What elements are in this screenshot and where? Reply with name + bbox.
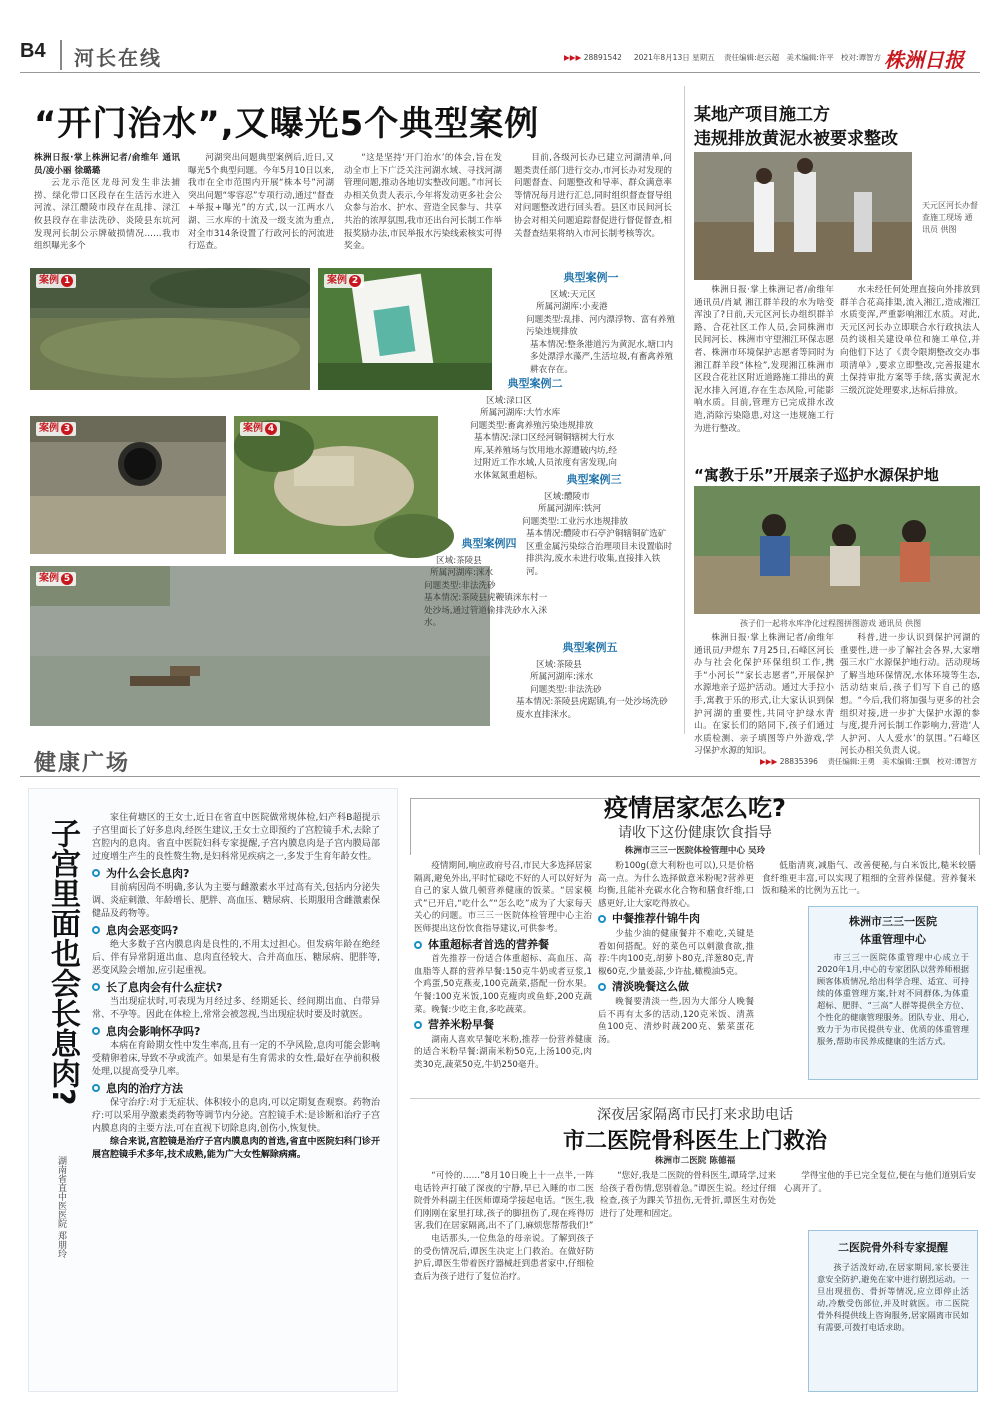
main-col-3: “这是坚持‘开门治水’的体会,旨在发动全市上下广泛关注河湖水域、寻找河湖管理问题,推动各地切实整改问题。”市河长办相关负责人表示,今年将发动更多社会公众参与治水、护水、营造全民参与、共享共治的浓厚氛围,我市还出台河长制工作举报奖励办法,市民举报水污染线索核实可得奖金。 — [344, 153, 502, 252]
case-box-2: 典型案例二 区域:渌口区 所属河湖库:大竹水库 问题类型:畜禽养殖污染违规排放 基本情况:渌口区经河铜铜辖树大行水库,某养殖场与饮用地水源遭破内坊,经过附近工作水域,人员浓度有害发现,向水体氮氮重超标。 — [470, 377, 617, 481]
diet-subhead: 请收下这份健康饮食指导 — [618, 825, 772, 841]
diet-sub-3: 中餐推荐什锦牛肉 — [598, 913, 754, 926]
diet-col-1: 疫情期间,响应政府号召,市民大多选择居家隔离,避免外出,平时忙碌吃不好的人可以好好为自己的家人做几顿营养健康的饭菜。“居家模式”已开启,“吃什么”“怎么吃”成为了大家每天关心的问题。市三三一医院体检管理中心主治医师提出这份饮食指导建议,可供参考。 体重超标者首选的营养餐 首先推荐一份适合体重超标、高血压、高血脂等人群的营养早餐:150克牛奶或者豆浆,1个鸡蛋,50克燕麦,100克蔬菜,搭配一份水果。午餐:100克米饭,100克瘦肉或鱼虾,200克蔬菜。晚餐:少吃主食,多吃蔬菜。 营养米粉早餐 湖南人喜欢早餐吃米粉,推荐一份营养健康的适合米粉早餐:湖南米粉50克,上汤100克,肉类30克,蔬菜50克,牛奶250毫升。 — [414, 861, 592, 1070]
phone: 28891542 — [583, 53, 622, 62]
main-col-4: 目前,各级河长办已建立河湖清单,问题类责任部门进行交办,市河长办对发现的问题督查、问题整改和导率、群众满意率等情况每月进行汇总,同时组织督查督导组对问题整改进行回头看。县区市民间河长协会对相关问题追踪督促进行督促督查,相关督查结果将纳入市河长制考核等次。 — [514, 153, 672, 239]
main-headline: “开门治水”,又曝光5个典型案例 — [34, 104, 540, 144]
health-header-info: ▶▶▶ 28835396 责任编辑:王勇 美术编辑:王飘 校对:谭智方 — [760, 757, 977, 766]
main-col-1: 株洲日报·掌上株洲记者/俞维年 通讯员/凌小丽 徐璐璐 云龙示范区龙母河发生非法捕捞、绿化带口区段存在生活污水进入河流、渌江醴陵市段存在乱排、渌江攸县段存在非法洗砂、炎陵县东坑河发现河长制公示牌破损情况……我市组织曝光多个 — [34, 153, 180, 252]
right1-col-2: 水未经任何处理直接向外排放到群羊合花高排渠,流入湘江,造成湘江水质变浑,严重影响湘江水质。对此,天元区河长办立即联合水行政执法人员约谈相关建设单位和施工单位,并向他们下达了《责令限期整改交办事项清单》,要求立即整改,完善报建水土保持审批方案等手续,落实黄泥水三级沉淀处理要求,达标后排放。 — [840, 285, 980, 396]
diet-sub-1: 体重超标者首选的营养餐 — [414, 939, 592, 952]
page-header — [0, 0, 1000, 82]
polyp-article: 家住荷塘区的王女士,近日在省直中医院做常规体检,妇产科B超提示子宫里面长了好多息肉,经医生建议,王女士立即预约了宫腔镜手术,去除了宫腔内的息肉。省直中医院妇科专家提醒,子宫内膜息肉是子宫内膜局部过度增生产生的良性赘生物,是妇科常见疾病之一,多发于生育年龄女性。 为什么会长息肉? 目前病因尚不明确,多认为主要与雌激素水平过高有关,包括内分泌失调、炎症刺激、年龄增长、肥胖、高血压、糖尿病、长期服用含雌激素保健品及药物等。 息肉会恶变吗? 绝大多数子宫内膜息肉是良性的,不用太过担心。但发病年龄在绝经后、伴有异常阴道出血、息肉直径较大、合并高血压、糖尿病、肥胖等,恶变风险会增加,应引起重视。 长了息肉会有什么症状? 当出现症状时,可表现为月经过多、经期延长、经间期出血、白带异常、不孕等。因此在体检上,常常会被忽视,当出现症状时要及时就医。 息肉会影响怀孕吗? 本病在育龄期女性中发生率高,且有一定的不孕风险,息肉可能会影响受精卵着床,导致不孕或流产。如果是有生育需求的女性,最好在孕前积极处理,以提高受孕几率。 息肉的治疗方法 保守治疗:对于无症状、体积较小的息肉,可以定期复查观察。药物治疗:可以采用孕激素类药物等调节内分泌。宫腔镜手术:是诊断和治疗子宫内膜息肉的主要方法,可在直视下切除息肉,创伤小,恢复快。 综合来说,宫腔镜是治疗子宫内膜息肉的首选,省直中医院妇科门诊开展宫腔镜手术多年,技术成熟,能为广大女性解除病痛。 — [92, 813, 381, 1160]
case-box-5: 典型案例五 区域:茶陵县 所属河湖库:洣水 问题类型:非法洗砂 基本情况:茶陵县虎踞镇,有一处沙场洗砂废水直排洣水。 — [516, 641, 668, 720]
diet-headline: 疫情居家怎么吃? — [604, 794, 786, 822]
polyp-q2: 息肉会恶变吗? — [92, 924, 380, 937]
diet-col-2: 粉100g(意大利粉也可以),只是价格高一点。为什么选择做意米粉呢?营养更均衡,且能补充碳水化合物和膳食纤维,口感更好,让大家吃得放心。 中餐推荐什锦牛肉 少盐少油的健康餐并不难吃,关键是看如何搭配。好的菜色可以刺激食欲,推荐:牛肉100克,胡萝卜80克,洋葱80克,青椒60克,少量姜蒜,少许盐,橄榄油5克。 清淡晚餐这么做 晚餐要清淡一些,因为大部分人晚餐后不再有太多的活动,120克米饭、清蒸鱼100克、清炒时蔬200克、紫菜蛋花汤。 — [598, 861, 754, 1045]
header-info: ▶▶▶ 28891542 2021年8月13日 星期五 责任编辑:赵云超 美术编辑:许平 校对:谭智方 — [564, 53, 882, 62]
weight-center-box: 株洲市三三一医院 体重管理中心 市三三一医院体重管理中心成立于2020年1月,中心的专家团队以营养师根据顾客体质情况,给出科学合理、适宜、可持续的体重管理方案,针对不同群体,为体重超标、肥胖、“三高”人群等提供全方位、个性化的健康管理服务。团队专业、用心,致力于为市民提供专业、优质的体重管理服务,帮助市民养成健康的生活方式。 — [808, 906, 978, 1080]
page-number: B4 — [20, 40, 46, 62]
right2-photo — [694, 486, 980, 614]
right2-col-2: 科普,进一步认识到保护河湖的重要性,进一步了解社会各界,大家增强三水广水源保护地行动。活动现场了解当地环保情况,水体环境等生态,活动结束后,孩子们写下自己的感想。“今后,我们将加强与更多的社会组织对接,进一步扩大保护水源的参与度,提升河长制工作影响力,营造‘人人护河、人人爱水’的氛围。”石峰区河长办相关负责人说。 — [840, 633, 980, 757]
right1-photo — [694, 152, 912, 280]
bone-col-1: “可怜的……”8月10日晚上十一点半,一阵电话铃声打破了深夜的宁静,早已入睡的市二医院骨外科副主任医师谭琦学接起电话。“医生,我们刚刚在家里打球,孩子的脚扭伤了,现在疼得厉害,我们在居家隔离,出不了门,麻烦您帮帮我们!” 电话那头,一位焦急的母亲说。了解到孩子的受伤情况后,谭医生决定上门救治。在做好防护后,谭医生带着医疗器械赶到患者家中,仔细检查后为孩子进行了复位治疗。 — [414, 1171, 594, 1282]
diet-byline: 株洲市三三一医院体检管理中心 吴玲 — [624, 846, 766, 856]
case-4-photo — [234, 416, 438, 554]
main-byline: 株洲日报·掌上株洲记者/俞维年 通讯员/凌小丽 徐璐璐 — [34, 153, 180, 176]
case-box-3: 典型案例三 区域:醴陵市 所属河湖库:铁河 问题类型:工业污水违规排放 基本情况:醴陵市石亭沪铜辖铜矿选矿区重金属污染综合治理项目未设置临时排洪沟,废水未进行收集,直接排入铁河。 — [522, 473, 673, 577]
right1-caption: 天元区河长办督查施工现场 通讯员 供图 — [922, 201, 978, 234]
right2-headline: “寓教于乐”开展亲子巡护水源保护地 — [694, 466, 939, 484]
case-1-photo — [30, 268, 310, 390]
section-title: 河长在线 — [74, 46, 162, 70]
bone-kicker: 深夜居家隔离市民打来求助电话 — [597, 1107, 793, 1123]
date: 2021年8月13日 — [633, 53, 690, 62]
bone-tips-box: 二医院骨外科专家提醒 孩子活泼好动,在居家期间,家长要注意安全防护,避免在家中进行剧烈运动。一旦出现扭伤、骨折等情况,应立即停止活动,冷敷受伤部位,并及时就医。市二医院骨外科提供线上咨询服务,居家隔离市民如有需要,可拨打电话求助。 — [808, 1230, 978, 1392]
right1-headline-1: 某地产项目施工方 — [694, 105, 830, 125]
polyp-q4: 息肉会影响怀孕吗? — [92, 1025, 380, 1038]
paper-logo: 株洲日报 — [884, 48, 964, 72]
case-2-tag: 案例 2 — [324, 274, 364, 288]
weekday: 星期五 — [692, 53, 715, 62]
case-3-photo — [30, 416, 226, 554]
case-2-photo — [318, 268, 492, 390]
main-col-2: 河湖突出问题典型案例后,近日,又曝光5个典型问题。今年5月10日以来,我市在全市范围内开展“株本号”河湖突出问题“零容忍”专项行动,通过“督查+举报+曝光”的方式,以一江两水八湖、三水库的十流及一级支流为重点,对全市314条设置了行政河长的河流进行巡查。 — [188, 153, 334, 252]
case-5-tag: 案例 5 — [36, 572, 76, 586]
health-section-title: 健康广场 — [34, 751, 131, 776]
right1-headline-2: 违规排放黄泥水被要求整改 — [694, 129, 898, 149]
right1-col-1: 株洲日报·掌上株洲记者/俞维年 通讯员/肖斌 湘江群羊段的水为啥变浑浊了?日前,天元区河长办组织群羊路、合花社区工作人员,会同株洲市民间河长、株洲市守望湘江环保志愿者、株洲市环境保护志愿者等同时为湘江群羊段“体检”,发现湘江株洲市区段合花社区附近道路施工排出的黄泥水排入河道,存在生态风险,可能影响水质。目前,管理方已完成排水改造,消除污染隐患,对这一违规施工行为进行整改。 — [694, 285, 834, 434]
polyp-q3: 长了息肉会有什么症状? — [92, 981, 380, 994]
diet-sub-4: 清淡晚餐这么做 — [598, 981, 754, 994]
right2-col-1: 株洲日报·掌上株洲记者/俞维年 通讯员/尹煜东 7月25日,石峰区河长办与社会化保护环保组织工作,携手“小河长”“家长志愿者”,开展保护水源地亲子巡护活动。通过大手拉小手,寓教于乐的形式,让大家认识到保护河湖的重要性,共同守护绿水青山。在家长们的陪同下,孩子们通过水质检测、亲子填图等户外游戏,学习保护水源的知识。 — [694, 633, 834, 757]
polyp-q1: 为什么会长息肉? — [92, 867, 380, 880]
editor: 赵云超 — [756, 53, 780, 62]
right2-caption: 孩子们一起将水库净化过程图拼图游戏 通讯员 供图 — [740, 619, 922, 628]
case-5-photo — [30, 566, 490, 726]
diet-col-3: 低脂清爽,减脂气、改善便秘,与白米饭比,糙米较膳食纤维更丰富,可以实现了粗细的全营养保健。营养餐米饭和糙米的比例为五比一。 — [762, 861, 976, 897]
diet-sub-2: 营养米粉早餐 — [414, 1019, 592, 1032]
polyp-vertical-title: 子宫里面也会长息肉? — [45, 818, 80, 1106]
polyp-q5: 息肉的治疗方法 — [92, 1082, 380, 1095]
bone-byline: 株洲市二医院 陈德福 — [654, 1156, 736, 1166]
art-editor: 许平 — [818, 53, 834, 62]
case-box-4: 典型案例四 区域:茶陵县 所属河湖库:洣水 问题类型:非法洗砂 基本情况:茶陵县虎鞭镇洣东村一处沙场,通过管道偷排洗砂水入洣水。 — [424, 537, 548, 628]
case-3-tag: 案例 3 — [36, 422, 76, 436]
polyp-vertical-byline: 湖南省直中医医院 郑朋玲 — [56, 1156, 66, 1258]
bone-headline: 市二医院骨科医生上门救治 — [562, 1129, 827, 1154]
bone-col-2: “您好,我是二医院的骨科医生,谭琦学,过来给孩子看伤情,您别着急。”谭医生说。经过仔细检查,孩子为踝关节扭伤,无骨折,谭医生对伤处进行了处理和固定。 — [600, 1171, 776, 1219]
proofreader: 谭智方 — [858, 53, 882, 62]
case-4-tag: 案例 4 — [240, 422, 280, 436]
case-1-tag: 案例 1 — [36, 274, 76, 288]
case-box-1: 典型案例一 区域:天元区 所属河湖库:小麦港 问题类型:乱排、河内漂浮物、富有养殖污染违规排放 基本情况:整条港道污为黄泥水,塘口内多处漂浮水藻严,生活垃圾,有畜禽养殖耕农存在。 — [526, 271, 675, 375]
bone-col-3: 学得宝他的手已完全复位,便在与他们道别后安心离开了。 — [784, 1171, 976, 1194]
